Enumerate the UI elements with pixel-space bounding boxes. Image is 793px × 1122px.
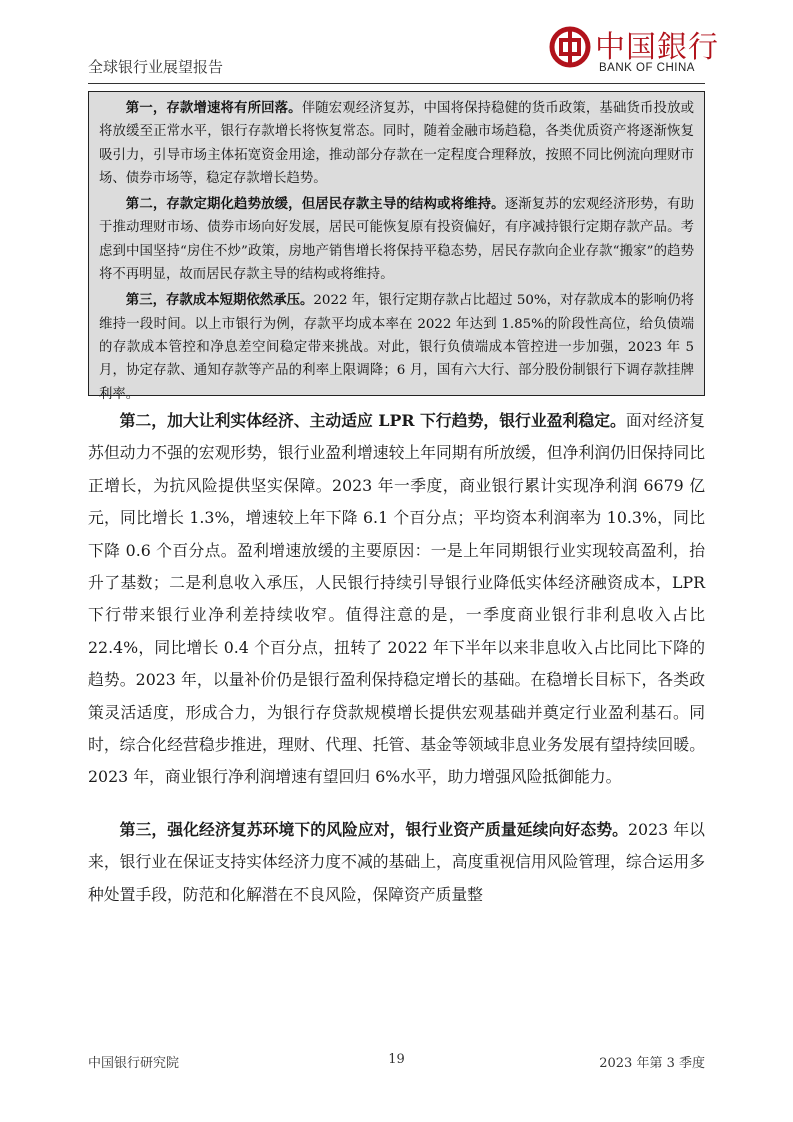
bank-of-china-emblem-icon	[549, 26, 591, 68]
box-paragraph	[99, 97, 694, 190]
main-body	[88, 405, 705, 911]
header-rule	[88, 83, 705, 84]
body-paragraph	[88, 405, 705, 794]
page-number: 19	[388, 1052, 405, 1067]
box-paragraph-text: 伴随宏观经济复苏，中国将保持稳健的货币政策，基础货币投放或将放缓至正常水平，银行存款增长将恢复常态。同时，随着金融市场趋稳，各类优质资产将逐渐恢复吸引力，引导市场主体拓宽资金用途，推动部分存款在一定程度合理释放，按照不同比例流向理财市场、债券市场等，稳定存款增长趋势。	[99, 101, 695, 186]
page-header	[88, 20, 719, 80]
box-paragraph-text: 逐渐复苏的宏观经济形势，有助于推动理财市场、债券市场向好发展，居民可能恢复原有投资偏好，有序减持银行定期存款产品。考虑到中国坚持“房住不炒”政策，房地产销售增长将保持平稳态势，居民存款向企业存款“搬家”的趋势将不再明显，故而居民存款主导的结构或将维持。	[99, 197, 695, 283]
body-paragraph-lead: 第二，加大让利实体经济、主动适应 LPR 下行趋势，银行业盈利稳定。	[119, 411, 626, 430]
box-paragraph-lead: 第一，存款增速将有所回落。	[125, 100, 302, 116]
logo-chinese-text: 中国銀行	[595, 30, 719, 65]
report-title: 全球银行业展望报告	[88, 58, 224, 76]
footer-institute: 中国银行研究院	[88, 1056, 180, 1071]
bank-logo	[545, 20, 719, 80]
box-paragraph-text: 2022 年，银行定期存款占比超过 50%，对存款成本的影响仍将维持一段时间。以上市银行为例，存款平均成本率在 2022 年达到 1.85%的阶段性高位，给负债端的存款成本管控和净息差空间稳定带来挑战。对此，银行负债端成本管控进一步加强，2023 年 5 月，协定存款、通知存款等产品的利率上限调降；6 月，国有六大行、部分股份制银行下调存款挂牌利率。	[99, 293, 694, 402]
body-paragraph-lead: 第三，强化经济复苏环境下的风险应对，银行业资产质量延续向好态势。	[119, 819, 628, 839]
box-paragraph	[99, 289, 694, 405]
box-paragraph-lead: 第二，存款定期化趋势放缓，但居民存款主导的结构或将维持。	[125, 196, 505, 213]
logo-english-text: BANK OF CHINA	[599, 62, 695, 74]
box-paragraph	[99, 193, 694, 286]
body-paragraph-text: 2023 年以来，银行业在保证支持实体经济力度不减的基础上，高度重视信用风险管理，综合运用多种处置手段，防范和化解潜在不良风险，保障资产质量整	[88, 819, 705, 904]
body-paragraph-text: 面对经济复苏但动力不强的宏观形势，银行业盈利增速较上年同期有所放缓，但净利润仍旧保持同比正增长，为抗风险提供坚实保障。2023 年一季度，商业银行累计实现净利润 6679 亿元，同比增长 1.3%，增速较上年下降 6.1 个百分点；平均资本利润率为 10.3%，同比下降 0.6 个百分点。盈利增速放缓的主要原因：一是上年同期银行业实现较高盈利，抬升了基数；二是利息收入承压，人民银行持续引导银行业降低实体经济融资成本，LPR 下行带来银行业净利差持续收窄。值得注意的是，一季度商业银行非利息收入占比 22.4%，同比增长 0.4 个百分点，扭转了 2022 年下半年以来非息收入占比同比下降的趋势。2023 年，以量补价仍是银行盈利保持稳定增长的基础。在稳增长目标下，各类政策灵活适度，形成合力，为银行存贷款规模增长提供宏观基础并奠定行业盈利基石。同时，综合化经营稳步推进，理财、代理、托管、基金等领域非息业务发展有望持续回暖。2023 年，商业银行净利润增速有望回归 6%水平，助力增强风险抵御能力。	[88, 411, 705, 787]
deposit-outlook-box	[88, 91, 705, 402]
body-paragraph	[88, 814, 705, 911]
box-paragraph-lead: 第三，存款成本短期依然承压。	[125, 292, 314, 309]
footer-period: 2023 年第 3 季度	[599, 1056, 705, 1071]
